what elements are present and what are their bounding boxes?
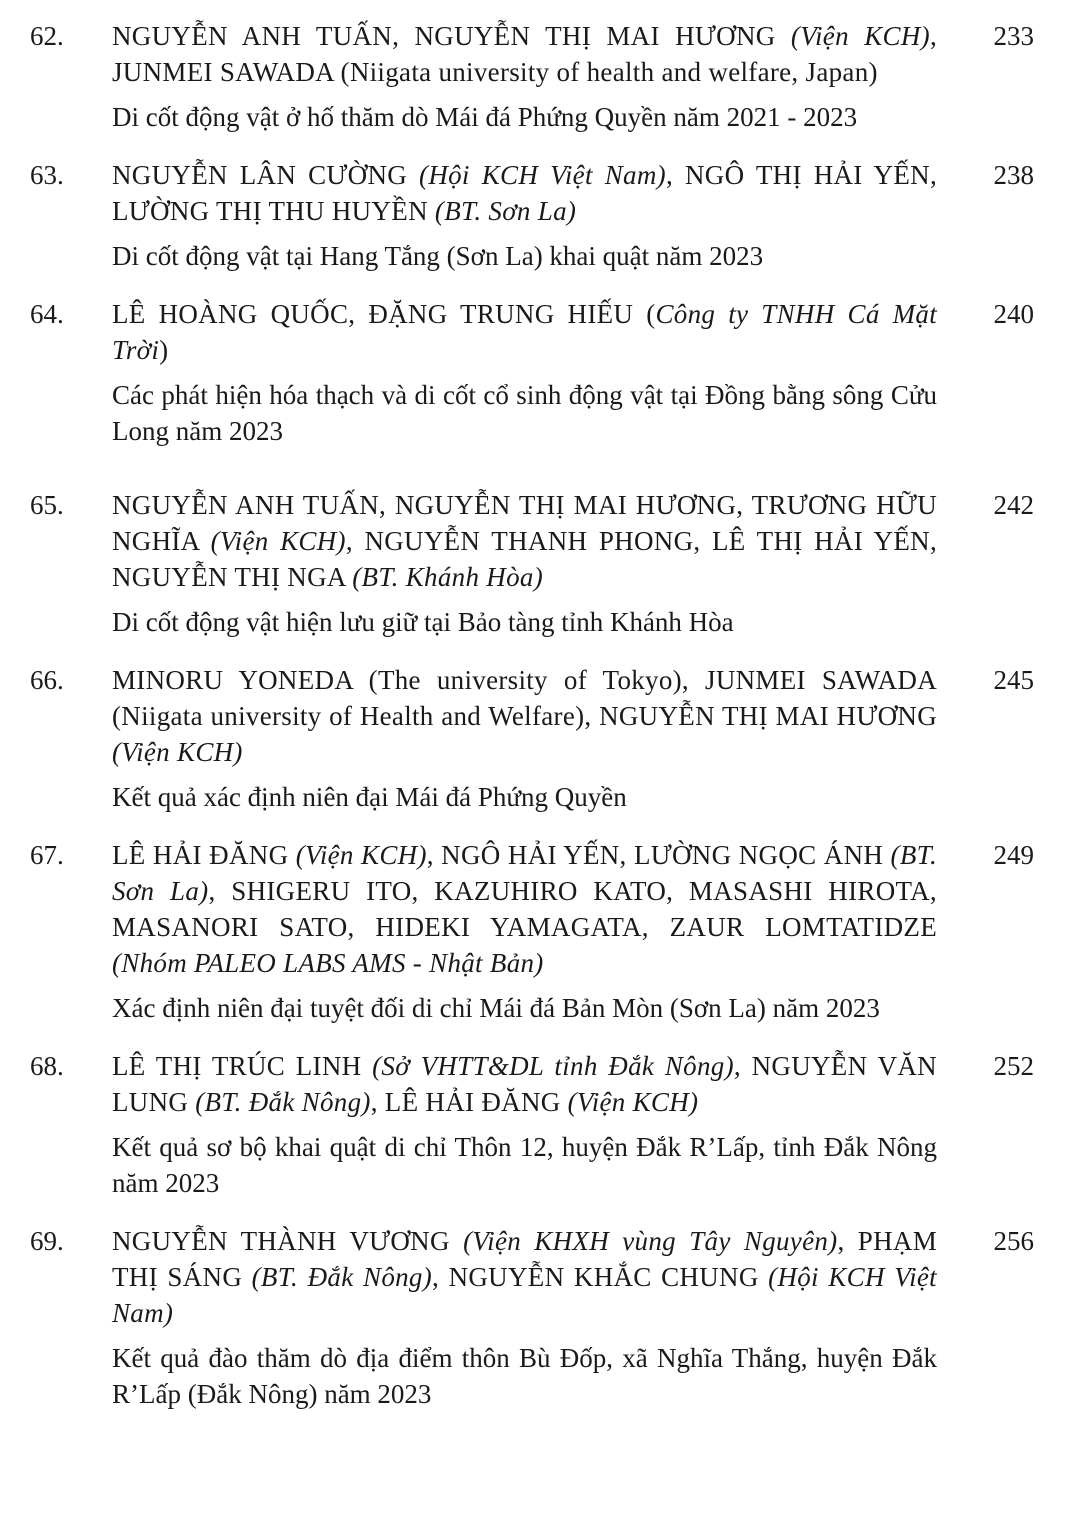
- entry-page-number: 240: [993, 299, 1034, 329]
- toc-entry: [0, 1048, 1082, 1201]
- entry-page-number: 242: [993, 490, 1034, 520]
- entry-title: Xác định niên đại tuyệt đối di chỉ Mái đá Bản Mòn (Sơn La) năm 2023: [112, 993, 880, 1023]
- author-text: , LÊ HẢI ĐĂNG: [370, 1087, 568, 1117]
- entry-page-number: 256: [993, 1226, 1034, 1256]
- entry-number: 66.: [30, 665, 64, 695]
- author-text: , NGUYỄN VĂN LUNG: [112, 1051, 937, 1117]
- author-text: ): [159, 335, 169, 365]
- entry-title: Di cốt động vật tại Hang Tắng (Sơn La) khai quật năm 2023: [112, 241, 764, 271]
- author-affiliation: Công ty TNHH Cá Mặt Trời: [112, 299, 938, 365]
- author-text: MINORU YONEDA (The university of Tokyo), JUNMEI SAWADA (Niigata university of Health and Welfare), NGUYỄN THỊ MAI HƯƠNG: [112, 665, 937, 731]
- toc-entry: [0, 837, 1082, 1026]
- entry-number: 69.: [30, 1226, 64, 1256]
- entry-page-number: 238: [993, 160, 1034, 190]
- author-text: , NGÔ HẢI YẾN, LƯỜNG NGỌC ÁNH: [426, 840, 891, 870]
- entry-number: 62.: [30, 21, 64, 51]
- entry-page-number: 252: [993, 1051, 1034, 1081]
- entry-page-number: 233: [993, 21, 1034, 51]
- author-affiliation: (Viện KCH): [112, 737, 243, 767]
- author-text: , SHIGERU ITO, KAZUHIRO KATO, MASASHI HIROTA, MASANORI SATO, HIDEKI YAMAGATA, ZAUR LOMTATIDZE: [112, 876, 937, 942]
- author-affiliation: (BT. Sơn La): [112, 840, 937, 906]
- author-text: NGUYỄN ANH TUẤN, NGUYỄN THỊ MAI HƯƠNG: [112, 21, 791, 51]
- entry-number: 65.: [30, 490, 64, 520]
- entry-authors: [112, 18, 937, 90]
- entry-title: Di cốt động vật ở hố thăm dò Mái đá Phứng Quyền năm 2021 - 2023: [112, 102, 858, 132]
- author-affiliation: (BT. Khánh Hòa): [352, 562, 543, 592]
- author-affiliation: (Viện KCH): [295, 840, 427, 870]
- author-affiliation: (Hội KCH Việt Nam): [419, 160, 666, 190]
- entry-page-number: 249: [993, 840, 1034, 870]
- author-text: , PHẠM THỊ SÁNG: [112, 1226, 938, 1292]
- toc-entry: [0, 296, 1082, 449]
- entry-title: Kết quả sơ bộ khai quật di chỉ Thôn 12, huyện Đắk R’Lấp, tỉnh Đắk Nông năm 2023: [112, 1132, 937, 1198]
- author-text: , NGUYỄN KHẮC CHUNG: [432, 1262, 769, 1292]
- entry-number: 67.: [30, 840, 64, 870]
- author-affiliation: (BT. Sơn La): [434, 196, 577, 226]
- author-affiliation: (Sở VHTT&DL tỉnh Đắk Nông): [372, 1051, 734, 1081]
- entry-authors: [112, 487, 937, 595]
- author-affiliation: (Nhóm PALEO LABS AMS - Nhật Bản): [112, 948, 544, 978]
- toc-entry: [0, 662, 1082, 815]
- entry-title: Các phát hiện hóa thạch và di cốt cổ sinh động vật tại Đồng bằng sông Cửu Long năm 2023: [112, 380, 937, 446]
- author-text: LÊ HOÀNG QUỐC, ĐẶNG TRUNG HIẾU (: [112, 299, 656, 329]
- toc-entry: [0, 157, 1082, 274]
- entry-number: 68.: [30, 1051, 64, 1081]
- author-affiliation: (Viện KHXH vùng Tây Nguyên): [463, 1226, 838, 1256]
- author-affiliation: (Viện KCH): [210, 526, 346, 556]
- toc-entry: [0, 18, 1082, 135]
- author-text: NGUYỄN LÂN CƯỜNG: [112, 160, 420, 190]
- toc-entry: [0, 1223, 1082, 1412]
- author-text: NGUYỄN ANH TUẤN, NGUYỄN THỊ MAI HƯƠNG, TRƯƠNG HỮU NGHĨA: [112, 490, 937, 556]
- author-affiliation: (BT. Đắk Nông): [195, 1087, 371, 1117]
- entry-title: Di cốt động vật hiện lưu giữ tại Bảo tàng tỉnh Khánh Hòa: [112, 607, 734, 637]
- entry-authors: [112, 837, 937, 981]
- author-affiliation: (Viện KCH): [790, 21, 930, 51]
- author-text: LÊ THỊ TRÚC LINH: [112, 1051, 373, 1081]
- author-text: , JUNMEI SAWADA (Niigata university of health and welfare, Japan): [112, 21, 937, 87]
- entry-title: Kết quả xác định niên đại Mái đá Phứng Quyền: [112, 782, 627, 812]
- author-affiliation: (Viện KCH): [567, 1087, 699, 1117]
- entry-title: Kết quả đào thăm dò địa điểm thôn Bù Đốp, xã Nghĩa Thắng, huyện Đắk R’Lấp (Đắk Nông) năm 2023: [112, 1343, 937, 1409]
- toc-entry: [0, 487, 1082, 640]
- entry-authors: [112, 157, 937, 229]
- entry-page-number: 245: [993, 665, 1034, 695]
- author-affiliation: (BT. Đắk Nông): [251, 1262, 433, 1292]
- author-text: NGUYỄN THÀNH VƯƠNG: [112, 1226, 464, 1256]
- author-text: , NGUYỄN THANH PHONG, LÊ THỊ HẢI YẾN, NGUYỄN THỊ NGA: [112, 526, 937, 592]
- author-affiliation: (Hội KCH Việt Nam): [112, 1262, 937, 1328]
- entry-authors: [112, 662, 937, 770]
- entry-authors: [112, 296, 937, 368]
- entry-number: 63.: [30, 160, 64, 190]
- entry-number: 64.: [30, 299, 64, 329]
- entry-authors: [112, 1048, 937, 1120]
- author-text: LÊ HẢI ĐĂNG: [112, 840, 296, 870]
- entry-authors: [112, 1223, 937, 1331]
- author-text: , NGÔ THỊ HẢI YẾN, LƯỜNG THỊ THU HUYỀN: [112, 160, 938, 226]
